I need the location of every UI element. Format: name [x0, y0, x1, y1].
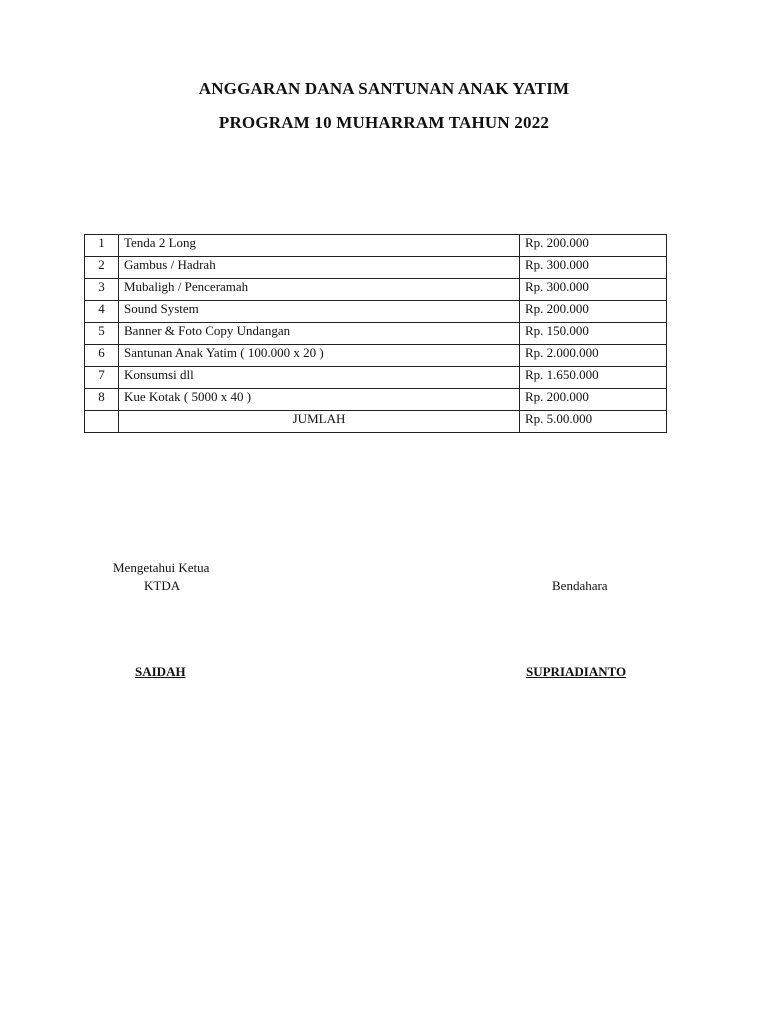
table-row — [85, 235, 667, 257]
row-amount: Rp. 300.000 — [520, 279, 667, 301]
total-number — [85, 411, 119, 433]
row-amount: Rp. 2.000.000 — [520, 345, 667, 367]
row-amount: Rp. 200.000 — [520, 301, 667, 323]
document-subtitle: PROGRAM 10 MUHARRAM TAHUN 2022 — [218, 113, 550, 132]
row-number: 4 — [85, 301, 119, 323]
row-number: 3 — [85, 279, 119, 301]
signature-left-title: Mengetahui Ketua — [113, 560, 210, 575]
table-row — [85, 345, 667, 367]
row-number: 5 — [85, 323, 119, 345]
table-row — [85, 257, 667, 279]
row-item: Kue Kotak ( 5000 x 40 ) — [119, 389, 520, 411]
table-row — [85, 367, 667, 389]
row-amount: Rp. 200.000 — [520, 389, 667, 411]
row-amount: Rp. 1.650.000 — [520, 367, 667, 389]
signature-left-organization: KTDA — [144, 578, 181, 593]
row-item: Konsumsi dll — [119, 367, 520, 389]
row-item: Banner & Foto Copy Undangan — [119, 323, 520, 345]
table-row — [85, 323, 667, 345]
row-item: Mubaligh / Penceramah — [119, 279, 520, 301]
row-amount: Rp. 200.000 — [520, 235, 667, 257]
signature-left-name: SAIDAH — [135, 664, 186, 679]
row-item: Sound System — [119, 301, 520, 323]
row-number: 8 — [85, 389, 119, 411]
table-row — [85, 279, 667, 301]
row-number: 1 — [85, 235, 119, 257]
signature-right-title: Bendahara — [552, 578, 608, 593]
document-title: ANGGARAN DANA SANTUNAN ANAK YATIM — [198, 79, 570, 98]
row-item: Gambus / Hadrah — [119, 257, 520, 279]
table-row — [85, 389, 667, 411]
table-row — [85, 301, 667, 323]
total-amount: Rp. 5.00.000 — [520, 411, 667, 433]
budget-table — [84, 234, 667, 433]
row-number: 2 — [85, 257, 119, 279]
row-number: 6 — [85, 345, 119, 367]
row-amount: Rp. 300.000 — [520, 257, 667, 279]
row-amount: Rp. 150.000 — [520, 323, 667, 345]
total-row — [85, 411, 667, 433]
row-item: Santunan Anak Yatim ( 100.000 x 20 ) — [119, 345, 520, 367]
total-label: JUMLAH — [119, 411, 520, 433]
signature-right-name: SUPRIADIANTO — [526, 664, 627, 679]
row-item: Tenda 2 Long — [119, 235, 520, 257]
row-number: 7 — [85, 367, 119, 389]
